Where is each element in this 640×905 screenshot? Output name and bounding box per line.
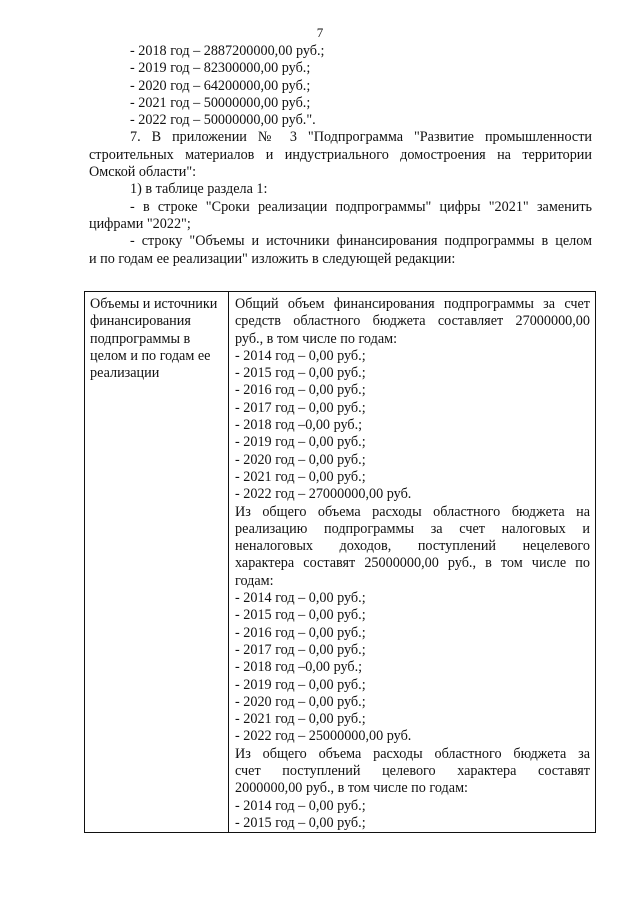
item-1: 1) в таблице раздела 1:	[130, 181, 268, 198]
row-label-line: Объемы и источники	[90, 296, 218, 312]
paragraph-7-line: строительных материалов и индустриального домостроения на территории	[89, 146, 592, 163]
year-item: - 2015 год – 0,00 руб.;	[235, 814, 366, 831]
change-2-line: и по годам ее реализации" изложить в следующей редакции:	[89, 250, 456, 267]
year-item: - 2022 год – 25000000,00 руб.	[235, 728, 412, 745]
change-1-line: цифрами "2022";	[89, 215, 191, 232]
row-label-line: подпрограммы в	[90, 330, 191, 347]
year-item: - 2018 год –0,00 руб.;	[235, 417, 363, 434]
year-item: - 2015 год – 0,00 руб.;	[235, 365, 366, 382]
non-target-line: характера составят 25000000,00 руб., в том числе по	[235, 555, 590, 572]
change-2-line: - строку "Объемы и источники финансирования подпрограммы в целом	[130, 233, 592, 250]
change-1-line: - в строке "Сроки реализации подпрограммы" цифры "2021" заменить	[130, 198, 592, 215]
total-line: средств областного бюджета составляет 27000000,00	[235, 313, 590, 330]
total-line: Общий объем финансирования подпрограммы за счет	[235, 296, 590, 312]
year-item: - 2018 год –0,00 руб.;	[235, 659, 363, 676]
year-item: - 2014 год – 0,00 руб.;	[235, 797, 366, 814]
row-value-cell	[229, 292, 596, 833]
year-item: - 2019 год – 0,00 руб.;	[235, 434, 366, 451]
target-line: счет поступлений целевого характера составят	[235, 763, 590, 780]
row-label-line: реализации	[90, 365, 160, 382]
non-target-line: Из общего объема расходы областного бюджета на	[235, 503, 590, 520]
row-label-cell	[85, 292, 229, 833]
year-item: - 2014 год – 0,00 руб.;	[235, 590, 366, 607]
intro-item: - 2021 год – 50000000,00 руб.;	[130, 94, 311, 111]
paragraph-7-line: Омской области":	[89, 164, 197, 181]
year-item: - 2021 год – 0,00 руб.;	[235, 468, 366, 485]
year-item: - 2022 год – 27000000,00 руб.	[235, 486, 412, 503]
intro-item: - 2018 год – 2887200000,00 руб.;	[130, 43, 325, 59]
target-line: 2000000,00 руб., в том числе по годам:	[235, 780, 468, 797]
intro-item: - 2020 год – 64200000,00 руб.;	[130, 77, 311, 94]
year-item: - 2020 год – 0,00 руб.;	[235, 693, 366, 710]
row-label-line: целом и по годам ее	[90, 347, 211, 364]
intro-item: - 2022 год – 50000000,00 руб.".	[130, 112, 316, 129]
year-item: - 2017 год – 0,00 руб.;	[235, 641, 366, 658]
financing-table	[84, 291, 596, 833]
non-target-line: реализацию подпрограммы за счет налоговых и	[235, 520, 590, 537]
document-body	[89, 43, 592, 268]
table-row	[85, 292, 596, 833]
paragraph-7-line: 7. В приложении № 3 "Подпрограмма "Развитие промышленности	[130, 129, 592, 146]
year-item: - 2016 год – 0,00 руб.;	[235, 624, 366, 641]
intro-item: - 2019 год – 82300000,00 руб.;	[130, 60, 311, 77]
non-target-line: годам:	[235, 572, 274, 589]
year-item: - 2015 год – 0,00 руб.;	[235, 607, 366, 624]
non-target-line: неналоговых доходов, поступлений нецелевого	[235, 538, 590, 555]
page-number: 7	[316, 25, 324, 40]
year-item: - 2017 год – 0,00 руб.;	[235, 399, 366, 416]
target-line: Из общего объема расходы областного бюджета за	[235, 745, 590, 762]
total-line: руб., в том числе по годам:	[235, 330, 398, 347]
year-item: - 2020 год – 0,00 руб.;	[235, 451, 366, 468]
row-label-line: финансирования	[90, 313, 191, 330]
year-item: - 2014 год – 0,00 руб.;	[235, 347, 366, 364]
year-item: - 2019 год – 0,00 руб.;	[235, 676, 366, 693]
year-item: - 2021 год – 0,00 руб.;	[235, 711, 366, 728]
year-item: - 2016 год – 0,00 руб.;	[235, 382, 366, 399]
